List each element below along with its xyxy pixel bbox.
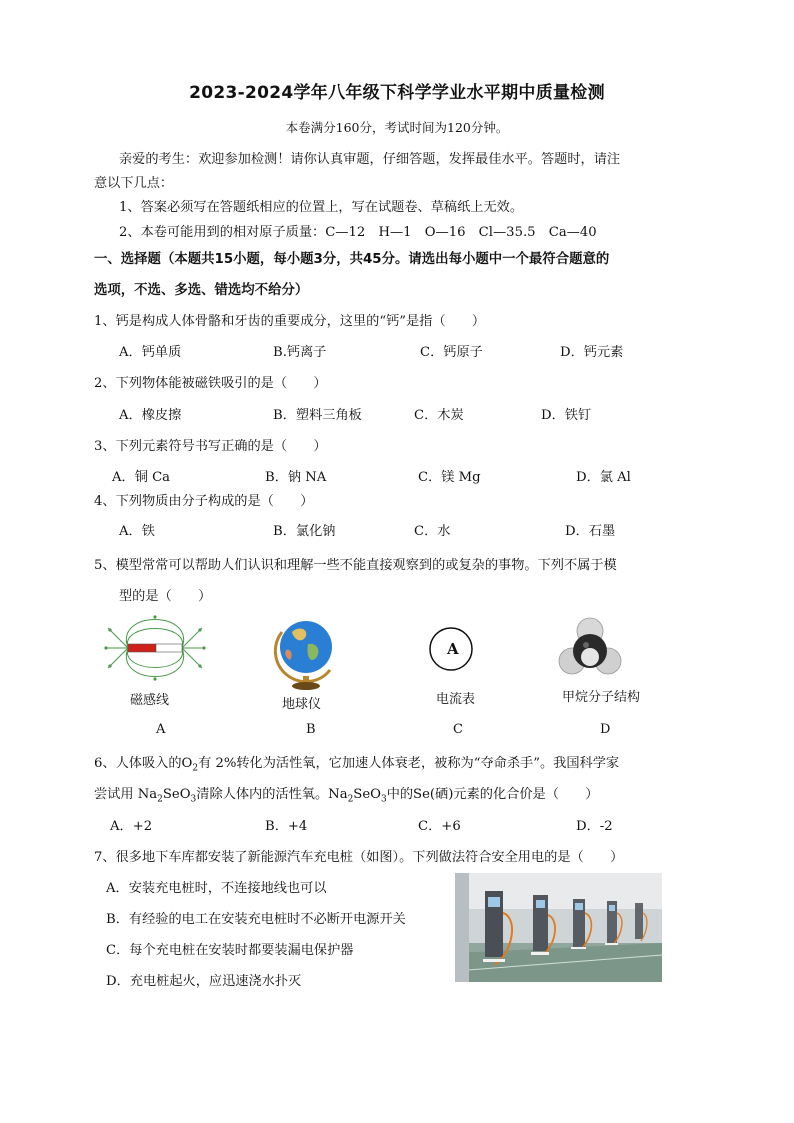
magnetic-field-lines-image xyxy=(100,612,210,682)
q6-option-d: D．-2 xyxy=(576,819,613,834)
section-heading-line-1: 一、选择题（本题共15小题，每小题3分，共45分。请选出每小题中一个最符合题意的 xyxy=(94,252,610,267)
section-heading-line-2: 选项，不选、多选、错选均不给分） xyxy=(94,283,309,298)
q1-option-d: D．钙元素 xyxy=(560,345,624,360)
q6-option-b: B．+4 xyxy=(265,819,308,834)
methane-molecule-image xyxy=(558,617,622,681)
q7-option-b: B．有经验的电工在安装充电桩时不必断开电源开关 xyxy=(106,912,406,927)
image-label-ammeter: 电流表 xyxy=(436,692,476,707)
q6-option-a: A．+2 xyxy=(110,819,153,834)
q1-option-b: B.钙离子 xyxy=(273,345,327,360)
q3-option-b: B．钠 NA xyxy=(265,470,327,485)
q1-option-c: C．钙原子 xyxy=(420,345,483,360)
exam-info: 本卷满分160分，考试时间为120分钟。 xyxy=(285,120,509,135)
image-letter-b: B xyxy=(306,722,316,737)
image-letter-d: D xyxy=(600,722,611,737)
q4-option-d: D．石墨 xyxy=(565,524,616,539)
q2-option-d: D．铁钉 xyxy=(541,408,592,423)
intro-line-1: 亲爱的考生：欢迎参加检测！请你认真审题，仔细答题，发挥最佳水平。答题时，请注 xyxy=(119,152,621,167)
question-1-stem: 1、钙是构成人体骨骼和牙齿的重要成分，这里的“钙”是指（ ） xyxy=(94,314,486,329)
question-6-stem-line-1: 6、人体吸入的$O_2$有 2%转化为活性氧，它加速人体衰老，被称为“夺命杀手”。我国科学家 xyxy=(94,756,620,774)
question-7-stem: 7、很多地下车库都安装了新能源汽车充电桩（如图）。下列做法符合安全用电的是（ ） xyxy=(94,850,624,865)
charging-station-photo xyxy=(455,873,662,982)
note-2: 2、本卷可能用到的相对原子质量：C—12 H—1 O—16 Cl—35.5 Ca—40 xyxy=(119,225,597,240)
question-3-stem: 3、下列元素符号书写正确的是（ ） xyxy=(94,439,327,454)
q7-option-c: C．每个充电桩在安装时都要装漏电保护器 xyxy=(106,943,354,958)
ammeter-symbol-letter: A xyxy=(447,640,459,658)
q7-option-a: A．安装充电桩时，不连接地线也可以 xyxy=(106,881,327,896)
image-letter-c: C xyxy=(453,722,463,737)
q4-option-a: A．铁 xyxy=(119,524,155,539)
question-5-stem-line-2: 型的是（ ） xyxy=(119,589,212,604)
q4-option-b: B．氯化钠 xyxy=(273,524,336,539)
image-label-field-lines: 磁感线 xyxy=(130,693,170,708)
q4-option-c: C．水 xyxy=(414,524,451,539)
q6-option-c: C．+6 xyxy=(418,819,461,834)
q7-option-d: D．充电桩起火，应迅速浇水扑灭 xyxy=(106,974,302,989)
question-2-stem: 2、下列物体能被磁铁吸引的是（ ） xyxy=(94,376,327,391)
q3-option-a: A．铜 Ca xyxy=(112,470,171,485)
q2-option-c: C．木炭 xyxy=(414,408,464,423)
q2-option-a: A．橡皮擦 xyxy=(119,408,182,423)
question-6-stem-line-2: 尝试用 $Na_2SeO_3$清除人体内的活性氧。$Na_2SeO_3$中的Se(硒)元素的化合价是（ ） xyxy=(94,787,599,805)
question-4-stem: 4、下列物质由分子构成的是（ ） xyxy=(94,494,314,509)
question-5-stem-line-1: 5、模型常常可以帮助人们认识和理解一些不能直接观察到的或复杂的事物。下列不属于模 xyxy=(94,558,617,573)
intro-line-2: 意以下几点： xyxy=(94,176,174,191)
image-letter-a: A xyxy=(156,722,166,737)
page-title: 2023-2024学年八年级下科学学业水平期中质量检测 xyxy=(189,83,605,103)
image-label-methane: 甲烷分子结构 xyxy=(562,690,641,705)
q2-option-b: B．塑料三角板 xyxy=(273,408,362,423)
q3-option-c: C．镁 Mg xyxy=(418,470,481,485)
q3-option-d: D．氯 Al xyxy=(576,470,631,485)
image-label-globe: 地球仪 xyxy=(282,697,322,712)
globe-image xyxy=(272,614,342,692)
q1-option-a: A．钙单质 xyxy=(119,345,182,360)
note-1: 1、答案必须写在答题纸相应的位置上，写在试题卷、草稿纸上无效。 xyxy=(119,200,524,215)
